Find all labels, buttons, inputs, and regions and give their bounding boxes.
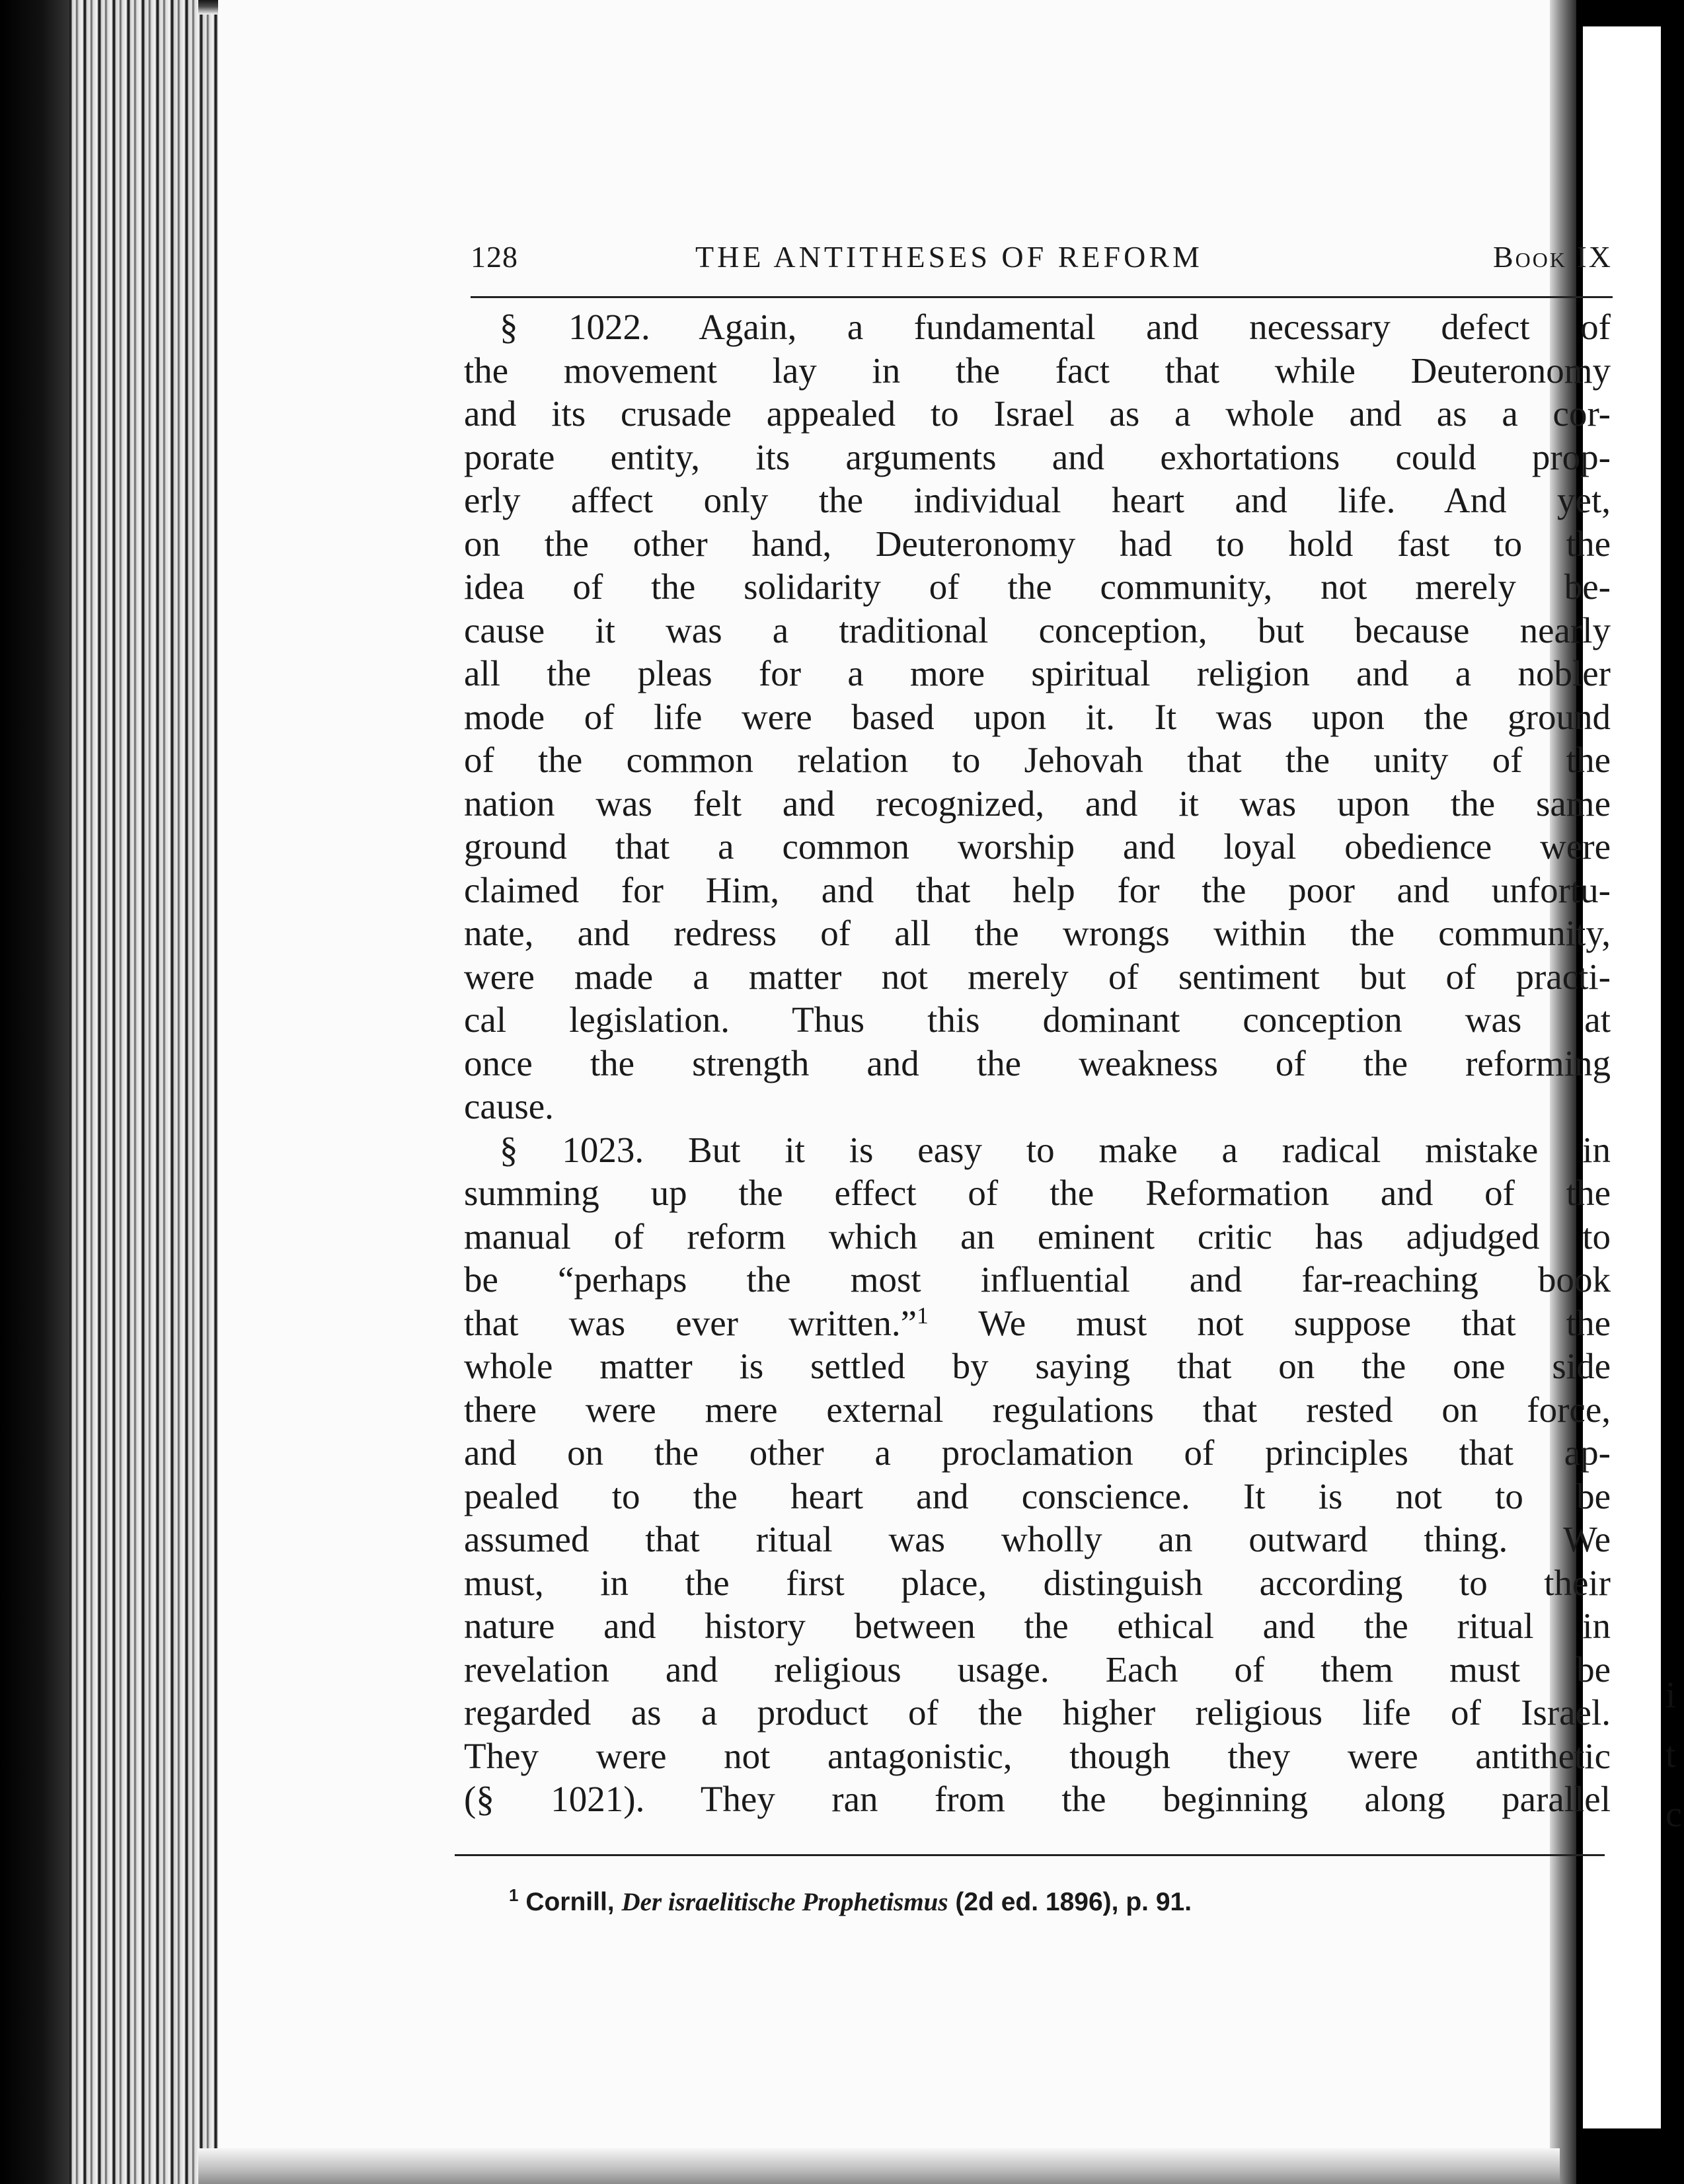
facing-page-glyphs: i t c — [1665, 1675, 1682, 1835]
text-line: porate entity, its arguments and exhortations could prop- — [464, 436, 1611, 477]
scan-shadow-left — [0, 0, 69, 2184]
text-line: claimed for Him, and that help for the poor and unfortu- — [464, 869, 1611, 910]
text-line: must, in the first place, distinguish according to their — [464, 1562, 1611, 1603]
text-line: § 1023. But it is easy to make a radical mistake in — [500, 1129, 1611, 1170]
footnote-reference: 1 — [917, 1302, 929, 1329]
footnote — [509, 1879, 1580, 1919]
text-line: all the pleas for a more spiritual religion and a nobler — [464, 653, 1611, 693]
text-line: on the other hand, Deuteronomy had to hold fast to the — [464, 523, 1611, 564]
text-line: cal legislation. Thus this dominant conception was at — [464, 999, 1611, 1040]
footnote-author: Cornill, — [525, 1888, 615, 1916]
text-line: be “perhaps the most influential and far-reaching book — [464, 1259, 1611, 1300]
text-line: mode of life were based upon it. It was upon the ground — [464, 696, 1611, 737]
text-line: § 1022. Again, a fundamental and necessary defect of — [500, 307, 1611, 347]
text-line-tail: We must not suppose that the — [978, 1302, 1611, 1343]
text-line: there were mere external regulations that rested on force, — [464, 1389, 1611, 1430]
body-text — [464, 305, 1611, 1821]
text-line: regarded as a product of the higher religious life of Israel. — [464, 1692, 1611, 1733]
book-page — [218, 0, 1613, 2148]
text-line: once the strength and the weakness of the reforming — [464, 1042, 1611, 1083]
text-line: manual of reform which an eminent critic has adjudged to — [464, 1216, 1611, 1257]
book-page-edges — [69, 0, 218, 2184]
text-line: nation was felt and recognized, and it was upon the same — [464, 783, 1611, 824]
footnote-title: Der israelitische Prophetismus — [621, 1888, 948, 1916]
text-line-head: that was ever written.” — [464, 1302, 917, 1343]
text-line: summing up the effect of the Reformation and of the — [464, 1173, 1611, 1213]
running-head — [471, 239, 1613, 286]
text-line: idea of the solidarity of the community, not merely be- — [464, 566, 1611, 607]
text-line: ground that a common worship and loyal obedience were — [464, 826, 1611, 867]
page-number: 128 — [471, 240, 518, 274]
text-line: of the common relation to Jehovah that the unity of the — [464, 740, 1611, 780]
text-line: and on the other a proclamation of principles that ap- — [464, 1432, 1611, 1473]
text-line: nature and history between the ethical and the ritual in — [464, 1606, 1611, 1646]
text-line: were made a matter not merely of sentiment but of practi- — [464, 956, 1611, 997]
scan-shadow-bottom — [198, 2148, 1560, 2184]
text-line: and its crusade appealed to Israel as a whole and as a cor- — [464, 393, 1611, 434]
text-line: pealed to the heart and conscience. It is not to be — [464, 1475, 1611, 1516]
footnote-rule — [455, 1854, 1605, 1856]
book-label: Book IX — [1492, 240, 1613, 274]
text-line: (§ 1021). They ran from the beginning along parallel — [464, 1779, 1611, 1819]
header-rule — [471, 296, 1613, 298]
text-line: erly affect only the individual heart and life. And yet, — [464, 480, 1611, 520]
text-line: They were not antagonistic, though they were antithetic — [464, 1735, 1611, 1776]
footnote-marker: 1 — [509, 1885, 519, 1905]
footnote-details: (2d ed. 1896), p. 91. — [955, 1888, 1192, 1916]
text-line: cause it was a traditional conception, but because nearly — [464, 609, 1611, 650]
text-line-with-footnote-ref — [464, 1302, 1611, 1345]
text-line: assumed that ritual was wholly an outward thing. We — [464, 1519, 1611, 1559]
text-line: the movement lay in the fact that while Deuteronomy — [464, 350, 1611, 391]
text-line: nate, and redress of all the wrongs within the community, — [464, 913, 1611, 953]
text-line: revelation and religious usage. Each of them must be — [464, 1649, 1611, 1690]
text-line: cause. — [464, 1086, 554, 1126]
text-line: whole matter is settled by saying that on the one side — [464, 1346, 1611, 1386]
running-title: THE ANTITHESES OF REFORM — [695, 240, 1203, 274]
